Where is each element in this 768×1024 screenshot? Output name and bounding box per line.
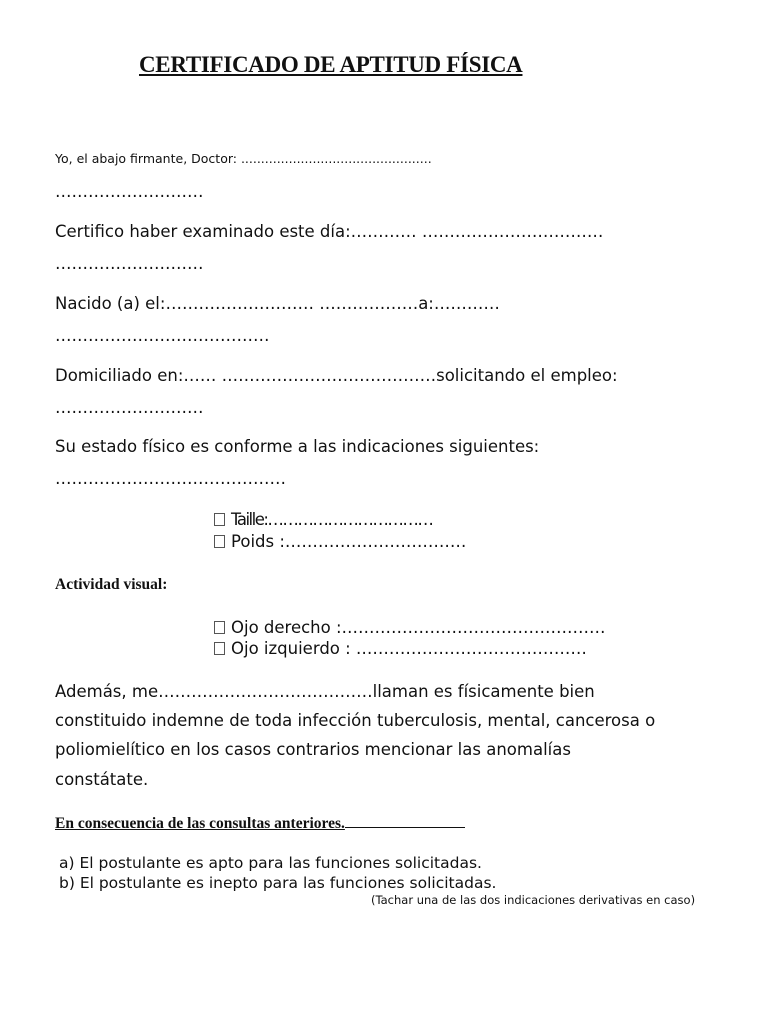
ojo-derecho-label: Ojo derecho :…………………………………………: [231, 618, 606, 637]
ademas-line-4: constátate.: [55, 770, 149, 789]
checkbox-icon: [214, 535, 225, 548]
ojo-derecho-item: [214, 618, 606, 637]
intro-continuation: ………………………: [55, 182, 204, 201]
poids-label: Poids :……………………………: [231, 532, 467, 551]
actividad-visual-heading: Actividad visual:: [55, 576, 168, 593]
certifico-continuation: ………………………: [55, 254, 204, 273]
checkbox-icon: [214, 621, 225, 634]
nacido-line: Nacido (a) el:……………………… ………………a:…………: [55, 294, 500, 313]
poids-item: [214, 532, 466, 551]
tachar-note: (Tachar una de las dos indicaciones derivativas en caso): [371, 893, 696, 907]
checkbox-icon: [214, 642, 225, 655]
nacido-continuation: …………………………………: [55, 326, 270, 345]
checkbox-icon: [214, 513, 225, 526]
domicilio-continuation: ………………………: [55, 398, 204, 417]
consecuencia-heading: En consecuencia de las consultas anteriores.: [55, 815, 465, 833]
option-apto: a) El postulante es apto para las funciones solicitadas.: [59, 854, 482, 872]
ojo-izquierdo-item: [214, 639, 587, 658]
domicilio-line: Domiciliado en:…… …………………………………solicitando el empleo:: [55, 366, 618, 385]
taille-label: Taille:……………………………: [231, 510, 433, 529]
certifico-line: Certifico haber examinado este día:………… ……………………………: [55, 222, 604, 241]
estado-line: Su estado físico es conforme a las indicaciones siguientes:: [55, 437, 540, 456]
taille-item: [214, 510, 432, 529]
ademas-line-1: Además, me…………………………………llaman es físicamente bien: [55, 682, 595, 701]
ademas-line-2: constituido indemne de toda infección tuberculosis, mental, cancerosa o: [55, 711, 656, 730]
intro-line: Yo, el abajo firmante, Doctor: ................................................: [55, 151, 432, 166]
option-inepto: b) El postulante es inepto para las funciones solicitadas.: [59, 874, 497, 892]
estado-continuation: ……………………………………: [55, 469, 286, 488]
page-title: CERTIFICADO DE APTITUD FÍSICA: [139, 52, 523, 77]
ademas-line-3: poliomielítico en los casos contrarios mencionar las anomalías: [55, 740, 571, 759]
ojo-izquierdo-label: Ojo izquierdo : ……………………………………: [231, 639, 587, 658]
